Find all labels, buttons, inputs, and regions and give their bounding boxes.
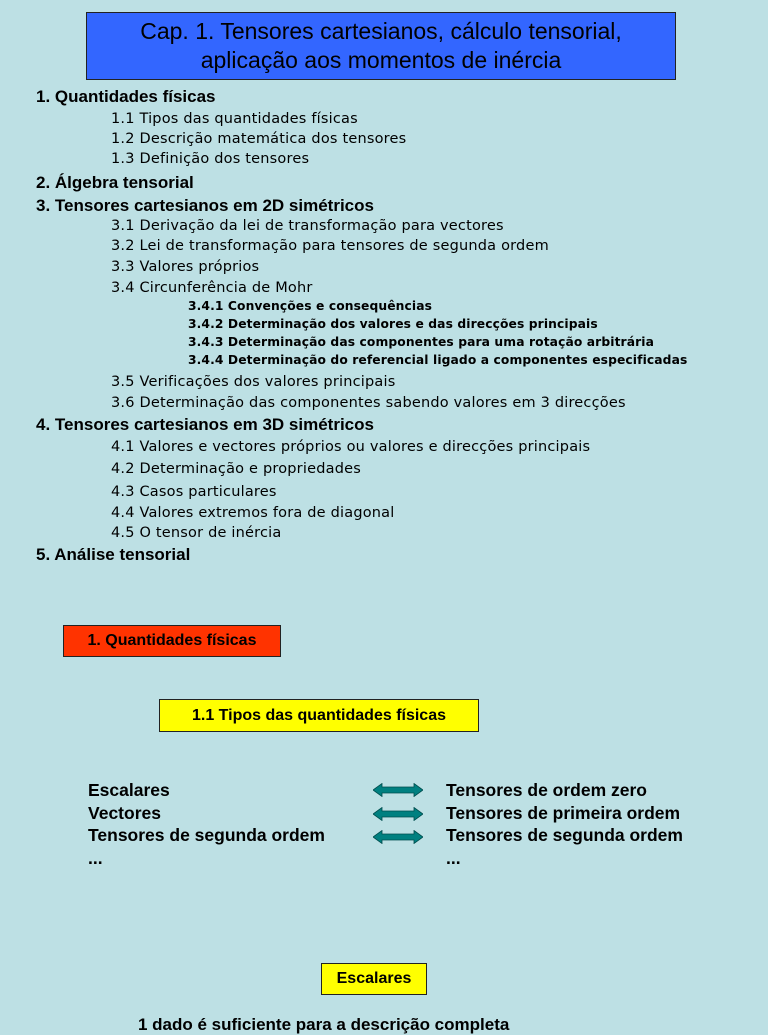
toc-item: 4.3 Casos particulares [111,484,277,500]
toc-item: 4. Tensores cartesianos em 3D simétricos [36,415,374,434]
toc-item: 3.3 Valores próprios [111,259,260,275]
toc-item: 3.5 Verificações dos valores principais [111,374,396,390]
toc-item: 3.4.2 Determinação dos valores e das direcções principais [188,317,598,331]
body-text: 1 dado é suficiente para a descrição completa [138,1015,510,1034]
toc-item: 3.4.3 Determinação das componentes para uma rotação arbitrária [188,335,654,349]
mapping-right: Tensores de primeira ordem [446,803,681,823]
subsection-heading: 1.1 Tipos das quantidades físicas [159,699,479,732]
toc-item: 3.4 Circunferência de Mohr [111,280,313,296]
mapping-left: Vectores [88,803,161,823]
mapping-right: ... [446,848,461,868]
double-arrow-icon [373,830,423,844]
section-heading: 1. Quantidades físicas [63,625,281,657]
toc-item: 1.3 Definição dos tensores [111,151,310,167]
title-line-1: Cap. 1. Tensores cartesianos, cálculo tensorial, [140,18,622,44]
toc-item: 3.6 Determinação das componentes sabendo valores em 3 direcções [111,395,626,411]
toc-item: 3.4.1 Convenções e consequências [188,299,433,313]
toc-item: 3.1 Derivação da lei de transformação para vectores [111,218,504,234]
mapping-left: ... [88,848,103,868]
toc-item: 3.2 Lei de transformação para tensores de segunda ordem [111,238,549,254]
toc-item: 4.4 Valores extremos fora de diagonal [111,505,395,521]
mapping-right: Tensores de ordem zero [446,780,647,800]
toc-item: 5. Análise tensorial [36,545,191,564]
mapping-left: Tensores de segunda ordem [88,825,325,845]
toc-item: 4.5 O tensor de inércia [111,525,282,541]
toc-item: 4.2 Determinação e propriedades [111,461,361,477]
toc-item: 1.2 Descrição matemática dos tensores [111,131,407,147]
toc-item: 2. Álgebra tensorial [36,173,194,192]
toc-item: 1.1 Tipos das quantidades físicas [111,111,358,127]
page-title [86,12,676,80]
double-arrow-icon [373,783,423,797]
toc-item: 1. Quantidades físicas [36,87,216,106]
toc-item: 4.1 Valores e vectores próprios ou valores e direcções principais [111,439,591,455]
mapping-right: Tensores de segunda ordem [446,825,683,845]
toc-item: 3.4.4 Determinação do referencial ligado a componentes especificadas [188,353,688,367]
title-line-2: aplicação aos momentos de inércia [200,47,562,73]
double-arrow-icon [373,807,423,821]
mapping-left: Escalares [88,780,170,800]
escalares-heading: Escalares [321,963,427,995]
toc-item: 3. Tensores cartesianos em 2D simétricos [36,196,374,215]
